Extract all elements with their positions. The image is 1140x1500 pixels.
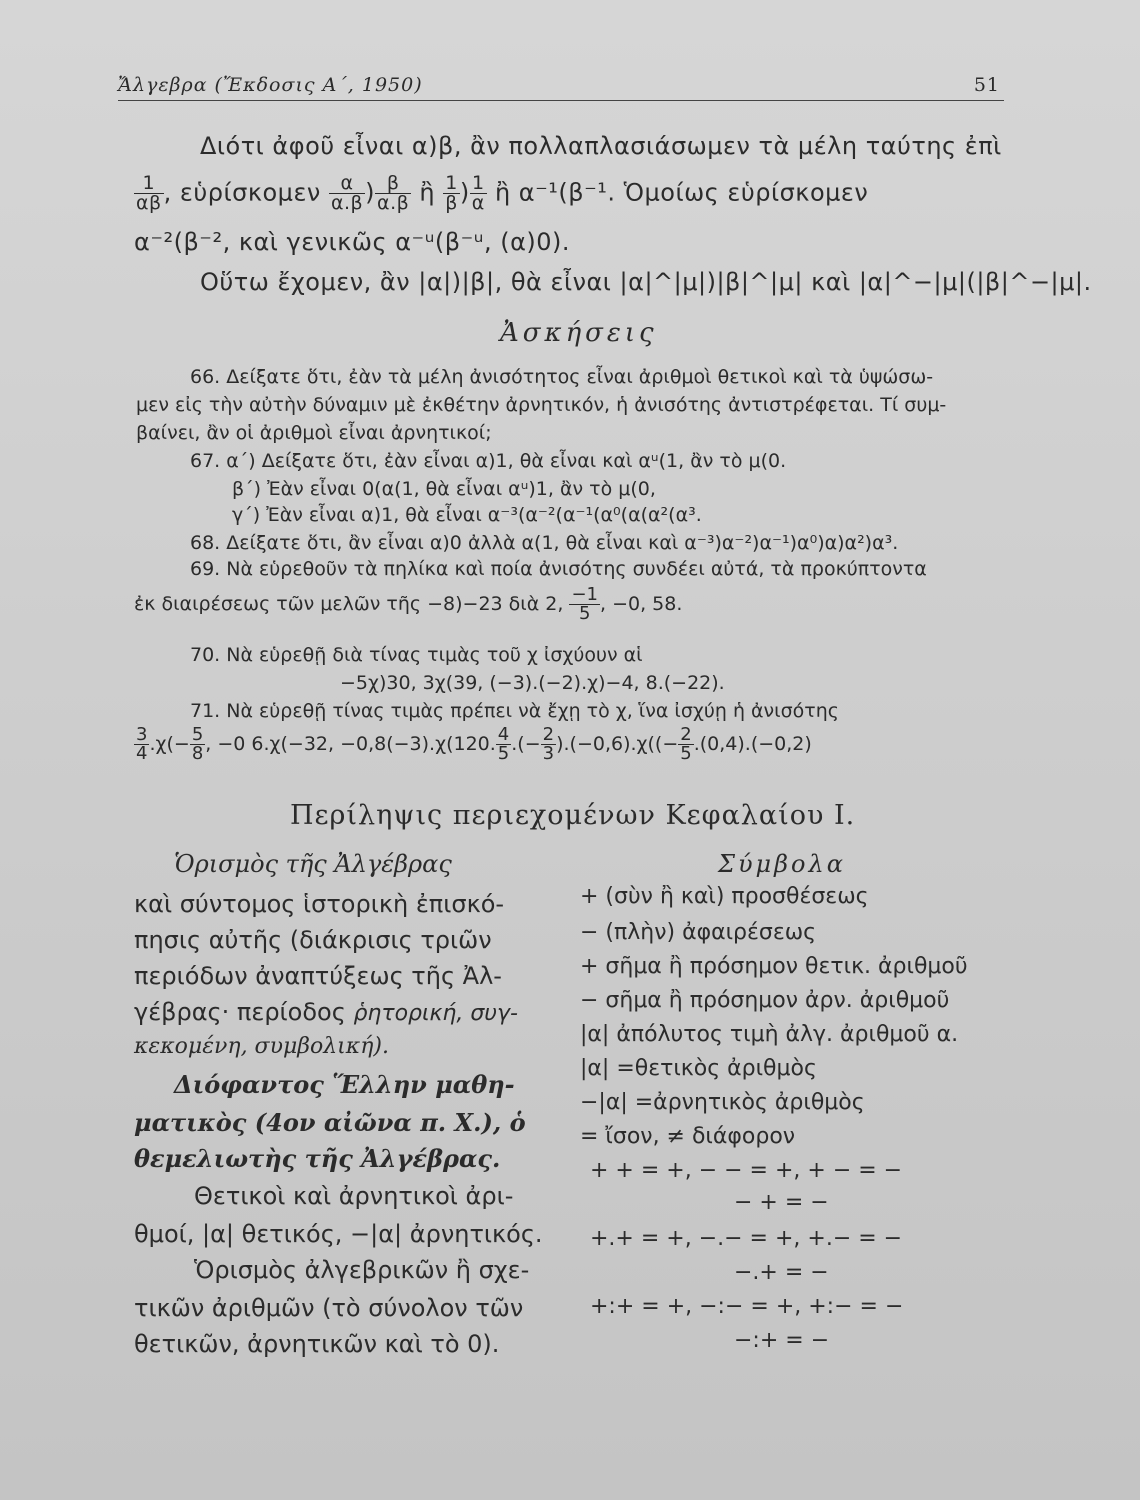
symbol-line-2: − (πλὴν) ἀφαιρέσεως bbox=[580, 920, 817, 945]
fraction-a-over-ab: $\frac{\alpha}{\alpha.\beta}$ bbox=[330, 172, 364, 214]
symbol-line-1: + (σὺν ἢ καὶ) προσθέσεως bbox=[580, 884, 869, 909]
exercise-66-line-1: 66. Δείξατε ὅτι, ἐὰν τὰ μέλη ἀνισότητος εἶναι ἀριθμοὶ θετικοὶ καὶ τὰ ὑψώσω- bbox=[190, 366, 934, 388]
running-header bbox=[118, 74, 1004, 101]
exercises-heading: Ἀσκήσεις bbox=[500, 318, 658, 348]
proof-line-4: Οὕτω ἔχομεν, ἂν |α|)|β|, θὰ εἶναι |α|^|μ|)|β|^|μ| καὶ |α|^−|μ|(|β|^−|μ|. bbox=[200, 268, 1092, 296]
symbol-line-14: −:+ = − bbox=[734, 1328, 830, 1353]
exercise-66-line-3: βαίνει, ἂν οἱ ἀριθμοὶ εἶναι ἀρνητικοί; bbox=[136, 422, 492, 444]
left-line-2: καὶ σύντομος ἱστορικὴ ἐπισκό- bbox=[134, 890, 505, 918]
symbol-line-3: + σῆμα ἢ πρόσημον θετικ. ἀριθμοῦ bbox=[580, 954, 968, 979]
left-line-10: Θετικοὶ καὶ ἀρνητικοὶ ἀρι- bbox=[194, 1182, 514, 1210]
fraction-5-over-8: $\frac{5}{8}$ bbox=[191, 724, 204, 764]
exercise-67-b: β΄) Ἐὰν εἶναι 0(α(1, θὰ εἶναι αᵘ)1, ἂν τὸ μ(0, bbox=[232, 478, 656, 500]
symbol-line-8: = ἴσον, ≠ διάφορον bbox=[580, 1124, 796, 1149]
fraction-b-over-ab: $\frac{\beta}{\alpha.\beta}$ bbox=[377, 172, 410, 214]
fraction-1-over-b: $\frac{1}{\beta}$ bbox=[445, 172, 458, 214]
exercise-70-line-2: −5χ)30, 3χ(39, (−3).(−2).χ)−4, 8.(−22). bbox=[340, 672, 725, 694]
symbol-line-5: |α| ἀπόλυτος τιμὴ ἀλγ. ἀριθμοῦ α. bbox=[580, 1022, 959, 1047]
exercise-67-c: γ΄) Ἐὰν εἶναι α)1, θὰ εἶναι α⁻³(α⁻²(α⁻¹(α⁰(α(α²(α³. bbox=[232, 504, 702, 526]
symbol-line-10: − + = − bbox=[734, 1190, 829, 1215]
symbol-line-12: −.+ = − bbox=[734, 1260, 829, 1285]
left-line-5: γέβρας· περίοδος ῥητορική, συγ- bbox=[134, 998, 518, 1026]
proof-line-2: $\frac{1}{\alpha\beta}$ , εὑρίσκομεν $\frac{\alpha}{\alpha.\beta}$ ) $\frac{\beta}{\alpha.\beta}$ ἢ $\frac{1}{\beta}$ ) $\frac{1}{\alpha}$ ἢ α⁻¹(β⁻¹. Ὁμοίως εὑρίσκομεν bbox=[136, 172, 869, 214]
page-number: 51 bbox=[973, 74, 1000, 96]
exercise-68: 68. Δείξατε ὅτι, ἂν εἶναι α)0 ἀλλὰ α(1, θὰ εἶναι καὶ α⁻³)α⁻²)α⁻¹)α⁰)α)α²)α³. bbox=[190, 532, 899, 554]
symbol-line-6: |α| =θετικὸς ἀριθμὸς bbox=[580, 1056, 817, 1081]
fraction-2-over-5: $\frac{2}{5}$ bbox=[680, 724, 692, 764]
symbol-line-11: +.+ = +, −.− = +, +.− = − bbox=[590, 1226, 903, 1251]
left-line-1: Ὁρισμὸς τῆς Ἀλγέβρας bbox=[174, 850, 452, 878]
symbol-line-13: +:+ = +, −:− = +, +:− = − bbox=[590, 1294, 904, 1319]
left-line-11: θμοί, |α| θετικός, −|α| ἀρνητικός. bbox=[134, 1220, 543, 1248]
symbol-line-7: −|α| =ἀρνητικὸς ἀριθμὸς bbox=[580, 1090, 865, 1115]
symbol-line-9: + + = +, − − = +, + − = − bbox=[590, 1158, 903, 1183]
left-line-13: τικῶν ἀριθμῶν (τὸ σύνολον τῶν bbox=[134, 1294, 524, 1322]
running-title: Ἄλγεβρα (Ἔκδοσις Α΄, 1950) bbox=[118, 74, 423, 96]
exercise-69-line-1: 69. Νὰ εὑρεθοῦν τὰ πηλίκα καὶ ποία ἀνισότης συνδέει αὐτά, τὰ προκύπτοντα bbox=[190, 558, 927, 580]
fraction-2-over-3: $\frac{2}{3}$ bbox=[542, 724, 555, 764]
exercise-66-line-2: μεν εἰς τὴν αὐτὴν δύναμιν μὲ ἐκθέτην ἀρνητικόν, ἡ ἀνισότης ἀντιστρέφεται. Τί συμ- bbox=[136, 394, 947, 416]
exercise-69-line-2: ἐκ διαιρέσεως τῶν μελῶν τῆς −8)−23 διὰ 2, $\frac{-1}{5}$ , −0, 58. bbox=[134, 584, 683, 624]
left-line-8: ματικὸς (4ον αἰῶνα π. Χ.), ὁ bbox=[134, 1108, 526, 1137]
fraction-1-over-a: $\frac{1}{\alpha}$ bbox=[471, 172, 485, 214]
proof-line-3: α⁻²(β⁻², καὶ γενικῶς α⁻ᵘ(β⁻ᵘ, (α)0). bbox=[134, 228, 571, 256]
left-line-3: πησις αὐτῆς (διάκρισις τριῶν bbox=[134, 926, 492, 954]
left-line-7: Διόφαντος Ἕλλην μαθη- bbox=[174, 1070, 515, 1099]
left-line-6: κεκομένη, συμβολική). bbox=[134, 1034, 389, 1059]
left-line-12: Ὁρισμὸς ἀλγεβρικῶν ἢ σχε- bbox=[194, 1256, 530, 1284]
fraction-1-over-ab: $\frac{1}{\alpha\beta}$ bbox=[136, 172, 162, 214]
exercise-67-a: 67. α΄) Δείξατε ὅτι, ἐὰν εἶναι α)1, θὰ εἶναι καὶ αᵘ(1, ἂν τὸ μ(0. bbox=[190, 450, 787, 472]
exercise-71-line-2: $\frac{3}{4}$ .χ(− $\frac{5}{8}$ , −0 6.χ(−32, −0,8(−3).χ(120. $\frac{4}{5}$ .(− $\frac{2}{3}$ ).(−0,6).χ((− $\frac{2}{5}$ .(0,4).(−0,2) bbox=[136, 724, 812, 764]
summary-title: Περίληψις περιεχομένων Κεφαλαίου Ι. bbox=[290, 800, 856, 831]
symbol-line-4: − σῆμα ἢ πρόσημον ἀρν. ἀριθμοῦ bbox=[580, 988, 950, 1013]
proof-line-1: Διότι ἀφοῦ εἶναι α)β, ἂν πολλαπλασιάσωμεν τὰ μέλη ταύτης ἐπὶ bbox=[200, 132, 1002, 160]
left-line-14: θετικῶν, ἀρνητικῶν καὶ τὸ 0). bbox=[134, 1330, 500, 1358]
left-line-9: θεμελιωτὴς τῆς Ἀλγέβρας. bbox=[134, 1144, 501, 1173]
fraction-3-over-4: $\frac{3}{4}$ bbox=[136, 724, 148, 764]
exercise-70-line-1: 70. Νὰ εὑρεθῇ διὰ τίνας τιμὰς τοῦ χ ἰσχύουν αἱ bbox=[190, 644, 643, 666]
left-line-4: περιόδων ἀναπτύξεως τῆς Ἀλ- bbox=[134, 962, 502, 990]
symbols-title: Σύμβολα bbox=[718, 850, 846, 878]
exercise-71-line-1: 71. Νὰ εὑρεθῇ τίνας τιμὰς πρέπει νὰ ἔχῃ τὸ χ, ἵνα ἰσχύῃ ἡ ἀνισότης bbox=[190, 700, 839, 722]
fraction-4-over-5: $\frac{4}{5}$ bbox=[497, 724, 510, 764]
fraction-minus1-over-5: $\frac{-1}{5}$ bbox=[571, 584, 598, 624]
